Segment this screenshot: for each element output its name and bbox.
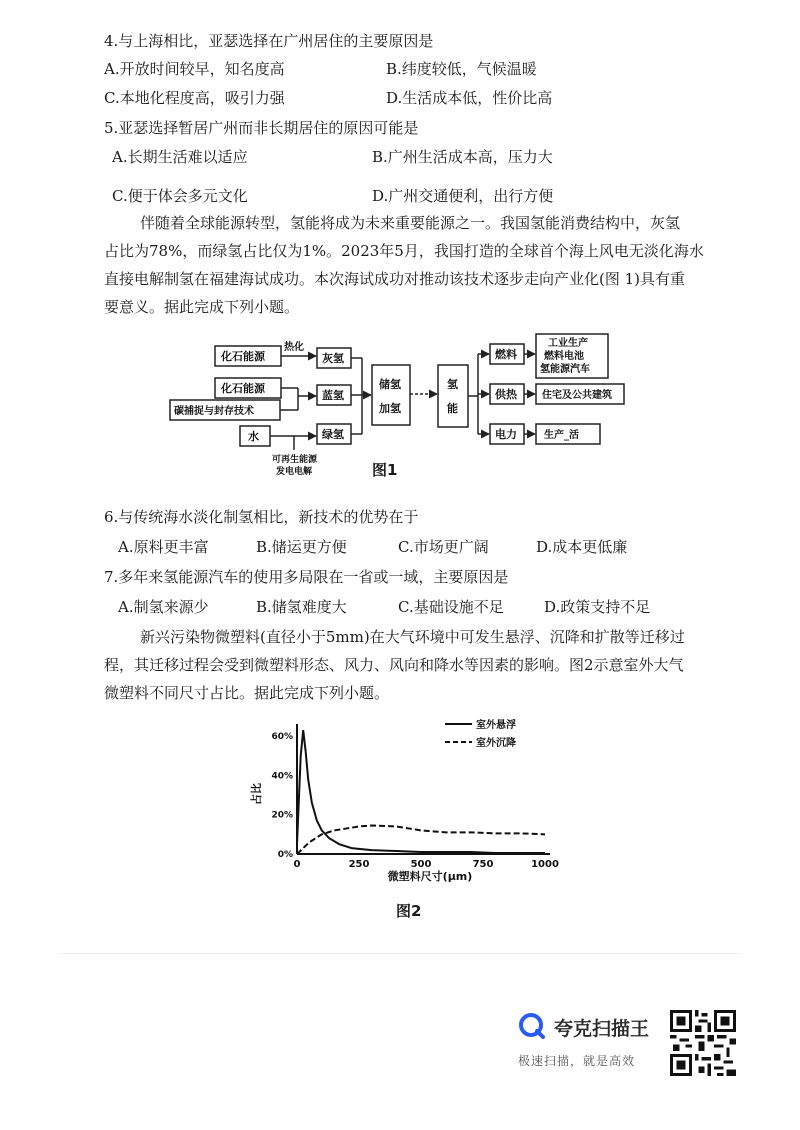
series-line-deposition: [297, 825, 545, 854]
q5-option-b: B.广州生活成本高，压力大: [372, 148, 553, 166]
hydrogen-label-blue: 蓝氢: [322, 389, 344, 402]
use-label-power: 电力: [495, 428, 517, 441]
use-label-heat: 供热: [495, 388, 517, 401]
paragraph-microplastic-line3: 微塑料不同尺寸占比。据此完成下列小题。: [104, 684, 390, 702]
figure2-caption: 图2: [396, 902, 422, 920]
storage-label-store: 储氢: [379, 378, 401, 391]
paragraph-hydrogen-line4: 要意义。据此完成下列小题。: [104, 298, 300, 316]
x-tick-label: 250: [348, 859, 370, 870]
target-label-industry-3: 氢能源汽车: [540, 364, 590, 375]
q7-option-b: B.储氢难度大: [256, 598, 347, 616]
center-label-1: 氢: [447, 378, 458, 391]
q4-option-c: C.本地化程度高，吸引力强: [104, 89, 285, 107]
q4-option-b: B.纬度较低，气候温暖: [386, 60, 537, 78]
process-label: 热化: [284, 342, 304, 353]
hydrogen-label-grey: 灰氢: [322, 352, 344, 365]
q6-option-d: D.成本更低廉: [536, 538, 628, 556]
center-label-2: 能: [447, 402, 458, 415]
q4-option-d: D.生活成本低，性价比高: [386, 89, 553, 107]
q7-option-c: C.基础设施不足: [398, 598, 504, 616]
scanner-slogan: 极速扫描，就是高效: [518, 1054, 636, 1068]
q5-option-a: A.长期生活难以适应: [112, 148, 248, 166]
x-tick-label: 500: [410, 859, 432, 870]
q6-stem: 6.与传统海水淡化制氢相比，新技术的优势在于: [104, 508, 419, 526]
source-label-water: 水: [248, 430, 259, 443]
legend-label-suspended: 室外悬浮: [476, 720, 516, 731]
renewable-label-2: 发电电解: [276, 467, 313, 477]
paragraph-hydrogen-line1: 伴随着全球能源转型，氢能将成为未来重要能源之一。我国氢能消费结构中，灰氢: [140, 214, 681, 232]
storage-box: [372, 365, 410, 425]
y-tick-label: 40%: [271, 771, 293, 782]
source-label-ccs: 碳捕捉与封存技术: [174, 406, 254, 417]
paragraph-hydrogen-line2: 占比为78%，而绿氢占比仅为1%。2023年5月，我国打造的全球首个海上风电无淡化海水: [104, 242, 704, 260]
y-tick-label: 60%: [271, 732, 293, 742]
paragraph-hydrogen-line3: 直接电解制氢在福建海试成功。本次海试成功对推动该技术逐步走向产业化(图 1)具有重: [104, 270, 686, 288]
use-label-fuel: 燃料: [495, 348, 517, 361]
q6-option-b: B.储运更方便: [256, 538, 347, 556]
y-tick-label: 20%: [271, 810, 293, 821]
y-tick-label: 0%: [277, 850, 293, 860]
chart-x-label: 微塑料尺寸(μm): [387, 870, 473, 883]
q4-option-a: A.开放时间较早，知名度高: [104, 60, 285, 78]
qr-code-icon: [670, 1010, 736, 1076]
page-divider: [60, 953, 740, 954]
paragraph-microplastic-line2: 程，其迁移过程会受到微塑料形态、风力、风向和降水等因素的影响。图2示意室外大气: [104, 656, 684, 674]
target-label-life: 生产_活: [544, 430, 579, 441]
q7-option-d: D.政策支持不足: [544, 598, 651, 616]
legend-label-deposition: 室外沉降: [476, 738, 516, 749]
q4-stem: 4.与上海相比，亚瑟选择在广州居住的主要原因是: [104, 32, 434, 50]
x-tick-label: 750: [472, 859, 494, 870]
chart-y-label: 占比: [250, 783, 263, 805]
target-label-building: 住宅及公共建筑: [542, 390, 612, 401]
scanner-brand-name: 夸克扫描王: [554, 1018, 650, 1040]
q7-option-a: A.制氢来源少: [118, 598, 209, 616]
target-label-industry-2: 燃料电池: [544, 351, 584, 362]
scanner-watermark: [518, 1010, 758, 1080]
storage-label-refuel: 加氢: [379, 402, 401, 415]
x-tick-label: 0: [293, 859, 301, 870]
q5-option-d: D.广州交通便利，出行方便: [372, 187, 554, 205]
paragraph-microplastic-line1: 新兴污染物微塑料(直径小于5mm)在大气环境中可发生悬浮、沉降和扩散等迁移过: [140, 628, 685, 646]
q7-stem: 7.多年来氢能源汽车的使用多局限在一省或一域，主要原因是: [104, 568, 509, 586]
target-label-industry-1: 工业生产: [548, 338, 588, 349]
q6-option-c: C.市场更广阔: [398, 538, 489, 556]
source-label-fossil-2: 化石能源: [221, 382, 265, 395]
source-label-fossil-1: 化石能源: [221, 350, 265, 363]
x-tick-label: 1000: [531, 859, 559, 870]
figure1-caption: 图1: [372, 461, 398, 479]
q6-option-a: A.原料更丰富: [118, 538, 209, 556]
q5-option-c: C.便于体会多元文化: [112, 187, 248, 205]
figure1-flow-diagram: [160, 332, 640, 482]
figure2-line-chart: [240, 714, 570, 894]
renewable-label-1: 可再生能源: [272, 455, 318, 465]
hydrogen-label-green: 绿氢: [322, 428, 344, 441]
q5-stem: 5.亚瑟选择暂居广州而非长期居住的原因可能是: [104, 119, 419, 137]
center-box: [438, 365, 468, 427]
scanner-logo-icon: [518, 1012, 546, 1040]
